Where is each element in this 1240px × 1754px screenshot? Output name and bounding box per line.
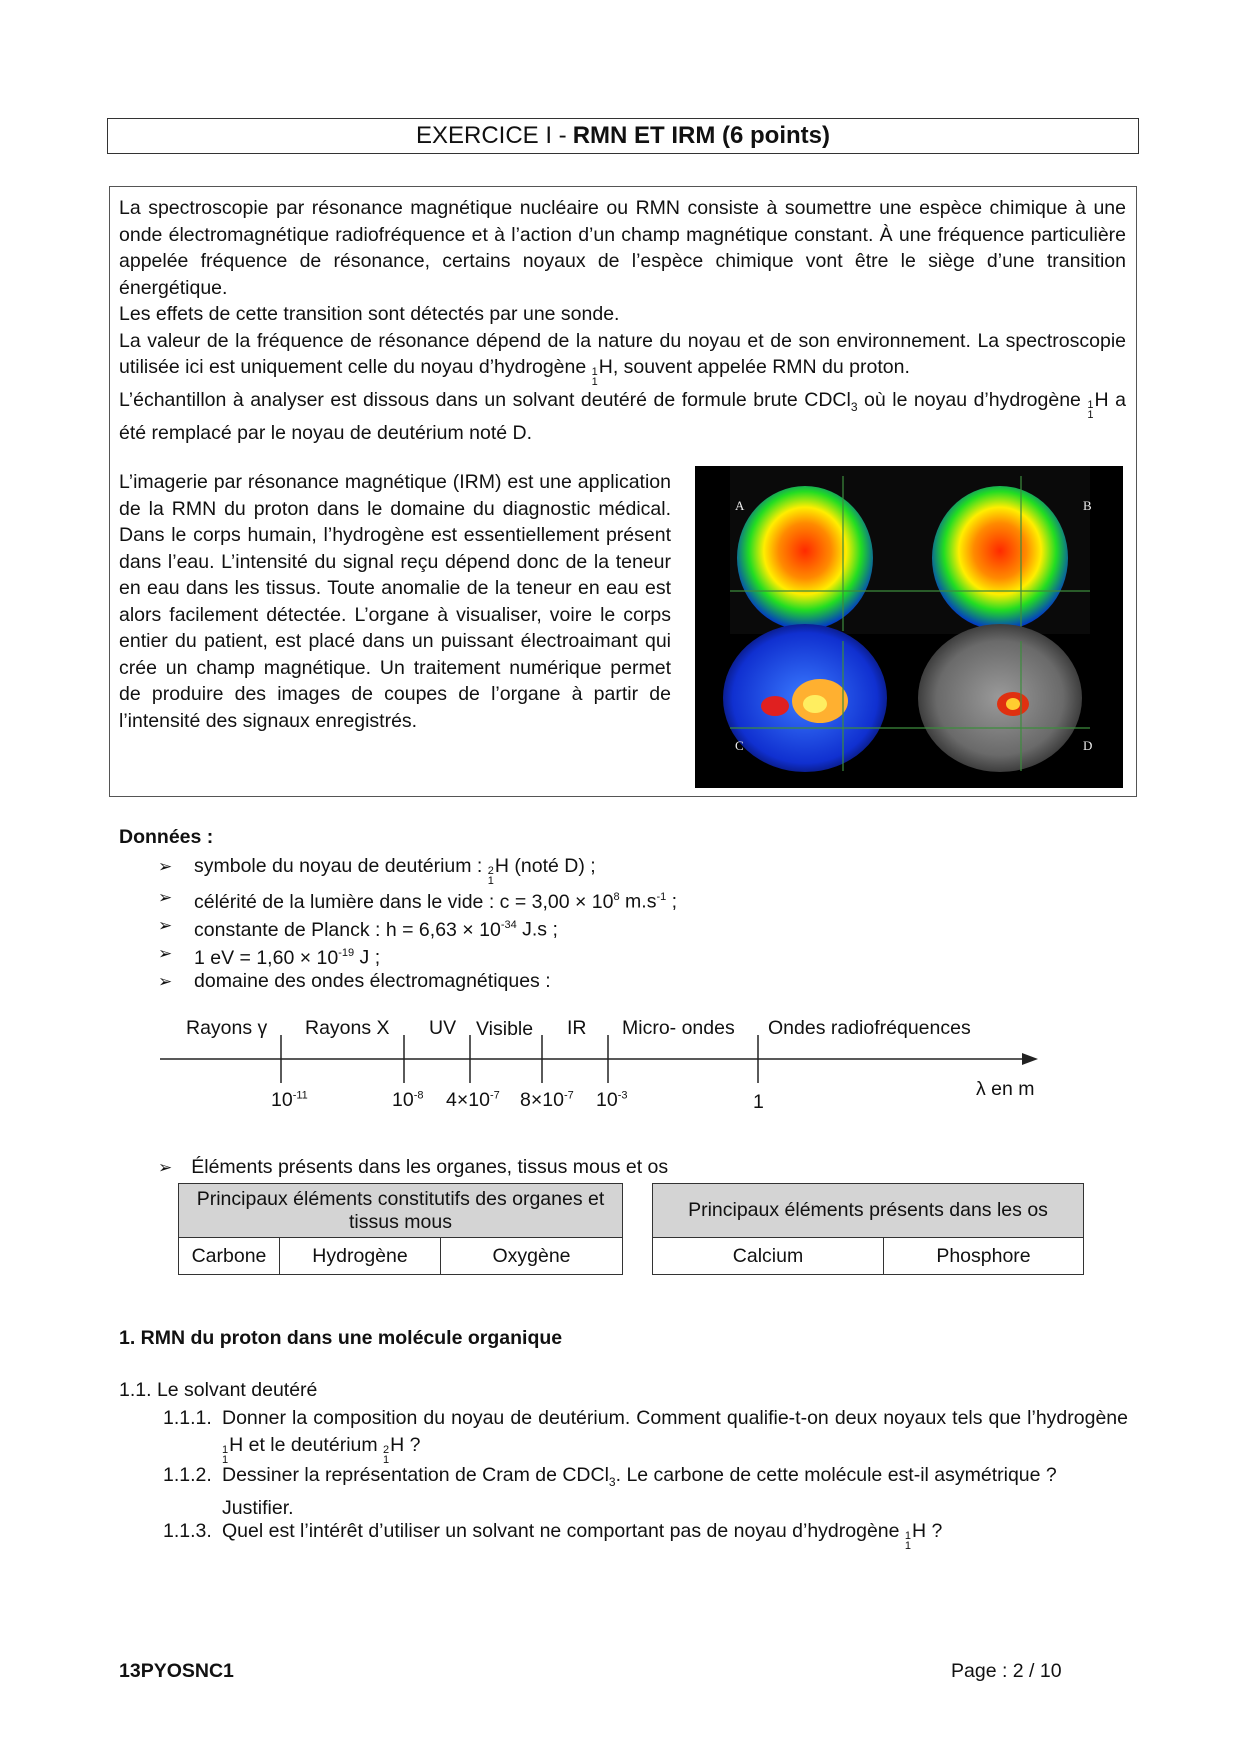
region-uv: UV: [429, 1017, 457, 1039]
image-label-c: C: [735, 738, 744, 753]
mri-brain-image: [695, 466, 1123, 788]
region-ir: IR: [567, 1017, 587, 1039]
tick-label: $10^{-8}$: [392, 1089, 424, 1111]
mri-image-svg: [695, 466, 1123, 788]
region-radio: Ondes radiofréquences: [768, 1017, 971, 1039]
heatmap-b: [932, 486, 1068, 630]
question-1-1-1: 1.1.1. Donner la composition du noyau de deutérium. Comment qualifie-t-on deux noyaux tels que l’hydrogène 1 1 H et le deutérium 2 1 H ?: [163, 1407, 1128, 1466]
footer-page: Page : 2 / 10: [951, 1660, 1062, 1682]
image-label-b: B: [1083, 498, 1092, 513]
donnees-heading: Données :: [119, 826, 214, 848]
intro-paragraph-3: La valeur de la fréquence de résonance dépend de la nature du noyau et de son environnement. La spectroscopie utilisée ici est uniquement celle du noyau d’hydrogène 1 1 H, souvent appelée RMN du proton.: [119, 329, 1126, 388]
intro-paragraph-1: La spectroscopie par résonance magnétique nucléaire ou RMN consiste à soumettre une espèce chimique à une onde électromagnétique radiofréquence et à l’action d’un champ magnétique constant. À une fréquence particulière appelée fréquence de résonance, certains noyaux de l’espèce chimique vont être le siège d’une transition énergétique.: [119, 197, 1126, 299]
tick-label: $10^{-3}$: [596, 1089, 628, 1111]
tick-label: $8\times 10^{-7}$: [520, 1089, 574, 1111]
table-organs: [178, 1183, 623, 1275]
data-item-ev: ➢ 1 eV = $1,60 \times 10^{-19}$ J ;: [158, 944, 381, 969]
nuclide-h1: 1 1: [1087, 399, 1094, 421]
part1-subheading: 1.1. Le solvant deutéré: [119, 1379, 318, 1401]
tick-label: 1: [753, 1091, 764, 1113]
image-label-d: D: [1083, 738, 1093, 753]
region-x: Rayons X: [305, 1017, 390, 1039]
data-item-planck: ➢ constante de Planck : $h = 6,63 \times 10^{-34}$ J.s ;: [158, 916, 558, 941]
table-cell: Phosphore: [884, 1238, 1084, 1275]
em-spectrum-diagram: [150, 1005, 1050, 1125]
table-bones: [652, 1183, 1084, 1275]
intro-text: [119, 195, 1126, 447]
tick-label: $4\times 10^{-7}$: [446, 1089, 500, 1111]
nuclide-h1: 1 1: [591, 366, 598, 388]
axis-arrow: [1022, 1053, 1038, 1065]
data-item-deuterium: ➢ symbole du noyau de deutérium : 2 1 H (noté D) ;: [158, 855, 596, 887]
table-cell: Hydrogène: [280, 1238, 441, 1275]
region-gamma: Rayons γ: [186, 1017, 268, 1039]
table-organs-header: Principaux éléments constitutifs des organes et tissus mous: [179, 1184, 623, 1238]
part1-heading: 1. RMN du proton dans une molécule organique: [119, 1327, 563, 1349]
region-visible: Visible: [476, 1018, 534, 1040]
exercise-title: [107, 118, 1139, 154]
exercise-title-prefix: EXERCICE I -: [415, 122, 567, 149]
data-item-domaine: ➢ domaine des ondes électromagnétiques :: [158, 970, 551, 992]
intro-paragraph-2: Les effets de cette transition sont détectés par une sonde.: [119, 303, 620, 325]
intro-paragraph-4: L’échantillon à analyser est dissous dans un solvant deutéré de formule brute CDCl$_3$ où le noyau d’hydrogène 1 1 H a été remplacé par le noyau de deutérium noté D.: [119, 389, 1126, 445]
table-cell: Oxygène: [441, 1238, 623, 1275]
question-1-1-3: 1.1.3. Quel est l’intérêt d’utiliser un solvant ne comportant pas de noyau d’hydrogène 1 1 H ?: [163, 1520, 943, 1552]
irm-paragraph: L’imagerie par résonance magnétique (IRM) est une application de la RMN du proton dans le domaine du diagnostic médical. Dans le corps humain, l’hydrogène est essentiellement présent dans l’eau. L’intensité du signal reçu dépend donc de la teneur en eau dans les tissus. Toute anomalie de la teneur en eau est alors facilement détectée. L’organe à visualiser, voire le corps entier du patient, est placé dans un puissant électroaimant qui crée un champ magnétique. Un traitement numérique permet de produire des images de coupes de l’organe à partir de l’intensité des signaux enregistrés.: [119, 471, 671, 732]
exercise-title-bold: RMN ET IRM (6 points): [572, 122, 830, 149]
footer-code: 13PYOSNC1: [119, 1660, 234, 1682]
region-microwaves: Micro- ondes: [622, 1017, 735, 1039]
donnees-list: [158, 855, 858, 994]
question-1-1-2: 1.1.2. Dessiner la représentation de Cram de CDCl$_3$. Le carbone de cette molécule est-il asymétrique ? Justifier.: [163, 1464, 1057, 1520]
table-cell: Calcium: [653, 1238, 884, 1275]
table-cell: Carbone: [179, 1238, 280, 1275]
heatmap-a: [737, 486, 873, 630]
axis-label: λ en m: [976, 1078, 1035, 1100]
elements-item: ➢ Éléments présents dans les organes, tissus mous et os: [158, 1156, 669, 1178]
image-label-a: A: [735, 498, 745, 513]
tick-label: $10^{-11}$: [271, 1089, 308, 1111]
table-bones-header: Principaux éléments présents dans les os: [653, 1184, 1084, 1238]
data-item-celerite: ➢ célérité de la lumière dans le vide : $c = 3,00 \times 10^8$ $m.s^{-1}$ ;: [158, 888, 678, 913]
